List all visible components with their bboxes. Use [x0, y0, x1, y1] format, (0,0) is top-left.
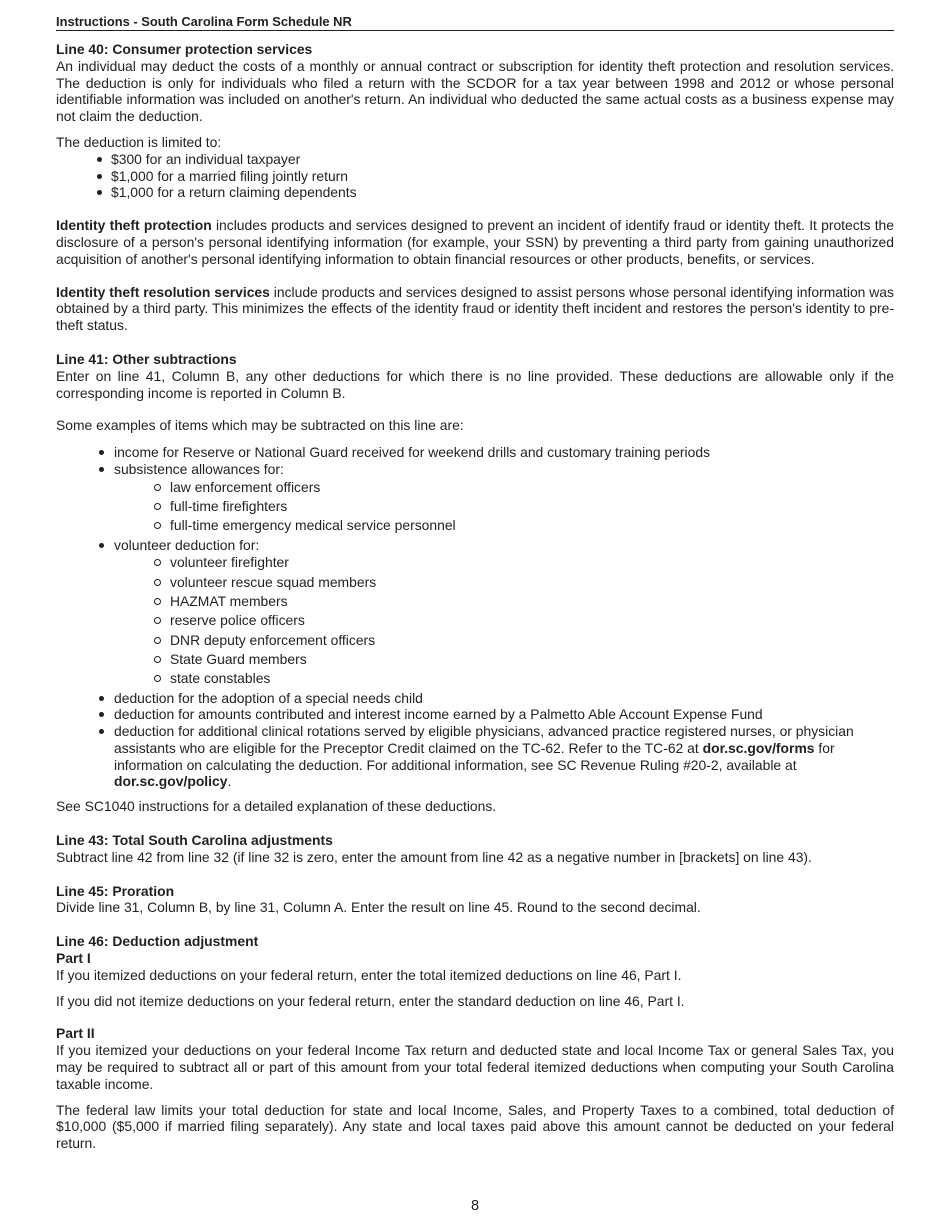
line-45-section	[56, 883, 894, 917]
list-item: deduction for the adoption of a special needs child	[56, 690, 894, 707]
page-content	[56, 41, 894, 1152]
sub-list-item: state constables	[114, 670, 894, 687]
sub-list-item: HAZMAT members	[114, 593, 894, 610]
identity-theft-resolution-text: include products and services designed to assist persons whose personal identifying information was obtained by a third party. This minimizes the effects of the identity fraud or identity theft incident and restores the person's identity to pre-theft status.	[56, 283, 894, 334]
volunteer-label: volunteer deduction for:	[114, 536, 260, 553]
line-43-paragraph: Subtract line 42 from line 32 (if line 32 is zero, enter the amount from line 42 as a negative number in [brackets] on line 43).	[56, 848, 812, 865]
identity-theft-protection-term: Identity theft protection	[56, 217, 212, 234]
line-45-paragraph: Divide line 31, Column B, by line 31, Column A. Enter the result on line 45. Round to the second decimal.	[56, 899, 701, 916]
volunteer-sublist	[114, 554, 894, 687]
clinical-text-b: for information on calculating the deduction. For additional information, see SC Revenue Ruling #20-2, available at	[114, 739, 835, 773]
part-1-paragraph-1: If you itemized deductions on your federal return, enter the total itemized deductions on line 46, Part I.	[56, 966, 682, 983]
list-item: $1,000 for a return claiming dependents	[56, 184, 894, 201]
line-46-heading: Line 46: Deduction adjustment	[56, 933, 259, 950]
part-1-paragraph-2: If you did not itemize deductions on your federal return, enter the standard deduction on line 46, Part I.	[56, 992, 685, 1009]
line-40-section	[56, 41, 894, 334]
sc1040-note: See SC1040 instructions for a detailed explanation of these deductions.	[56, 798, 497, 815]
list-item	[56, 461, 894, 534]
line-43-heading: Line 43: Total South Carolina adjustments	[56, 832, 333, 849]
identity-theft-resolution-paragraph	[56, 284, 894, 334]
line-43-section	[56, 832, 894, 866]
sub-list-item: reserve police officers	[114, 612, 894, 629]
line-41-paragraph: Enter on line 41, Column B, any other deductions for which there is no line provided. These deductions are allowable only if the corresponding income is reported in Column B.	[56, 367, 894, 401]
list-item: income for Reserve or National Guard received for weekend drills and customary training periods	[56, 444, 894, 461]
clinical-text-c: .	[227, 773, 232, 790]
examples-intro: Some examples of items which may be subtracted on this line are:	[56, 417, 464, 434]
part-1-heading: Part I	[56, 950, 91, 967]
sub-list-item: volunteer firefighter	[114, 554, 894, 571]
list-item	[56, 537, 894, 687]
page-number: 8	[470, 1198, 480, 1214]
line-41-heading: Line 41: Other subtractions	[56, 350, 237, 367]
list-item	[56, 723, 894, 790]
list-item: $300 for an individual taxpayer	[56, 151, 894, 168]
deduction-limit-intro: The deduction is limited to:	[56, 133, 222, 150]
line-45-heading: Line 45: Proration	[56, 882, 175, 899]
identity-theft-resolution-term: Identity theft resolution services	[56, 283, 270, 300]
page-header: Instructions - South Carolina Form Schedule NR	[56, 14, 894, 31]
list-item: $1,000 for a married filing jointly return	[56, 168, 894, 185]
sub-list-item: DNR deputy enforcement officers	[114, 632, 894, 649]
sub-list-item: full-time firefighters	[114, 498, 894, 515]
part-2-heading: Part II	[56, 1025, 95, 1042]
line-46-section	[56, 933, 894, 1152]
sub-list-item: law enforcement officers	[114, 479, 894, 496]
sub-list-item: volunteer rescue squad members	[114, 574, 894, 591]
identity-theft-protection-text: includes products and services designed to prevent an incident of identify fraud or identity theft. It protects the disclosure of a person's personal identifying information (for example, your SSN) by preventing a third party from gaining unauthorized acquisition of another's personal identifying information to obtain financial resources or other products, benefits, or services.	[56, 217, 895, 267]
forms-link[interactable]: dor.sc.gov/forms	[702, 739, 815, 756]
part-2-paragraph-2: The federal law limits your total deduction for state and local Income, Sales, and Property Taxes to a combined, total deduction of $10,000 ($5,000 if married filing separately). Any state and local taxes paid above this amount cannot be deducted on your federal return.	[56, 1101, 894, 1152]
subtractions-list	[56, 444, 894, 790]
list-item: deduction for amounts contributed and interest income earned by a Palmetto Able Account Expense Fund	[56, 706, 894, 723]
line-41-section	[56, 351, 894, 815]
sub-list-item: full-time emergency medical service personnel	[114, 517, 894, 534]
deduction-limit-list	[56, 151, 894, 201]
part-2-paragraph-1: If you itemized your deductions on your federal Income Tax return and deducted state and local Income Tax or general Sales Tax, you may be required to subtract all or part of this amount from your total federal itemized deductions when computing your South Carolina taxable income.	[56, 1042, 894, 1092]
identity-theft-protection-paragraph	[56, 217, 894, 267]
line-40-heading: Line 40: Consumer protection services	[56, 41, 313, 57]
line-40-paragraph: An individual may deduct the costs of a monthly or annual contract or subscription for identity theft protection and resolution services. The deduction is only for individuals who filed a return with the SCDOR for a tax year between 1998 and 2012 or whose personal identifiable information was included on another's return. An individual who deducted the same actual costs as a business expense may not claim the deduction.	[56, 57, 894, 125]
subsistence-sublist	[114, 479, 894, 534]
clinical-text-a: deduction for additional clinical rotations served by eligible physicians, advanced practice registered nurses, or physician assistants who are eligible for the Preceptor Credit claimed on the TC-62. Refer to the TC-62 at	[114, 723, 854, 756]
sub-list-item: State Guard members	[114, 651, 894, 668]
subsistence-label: subsistence allowances for:	[114, 460, 284, 477]
policy-link[interactable]: dor.sc.gov/policy	[114, 773, 228, 790]
